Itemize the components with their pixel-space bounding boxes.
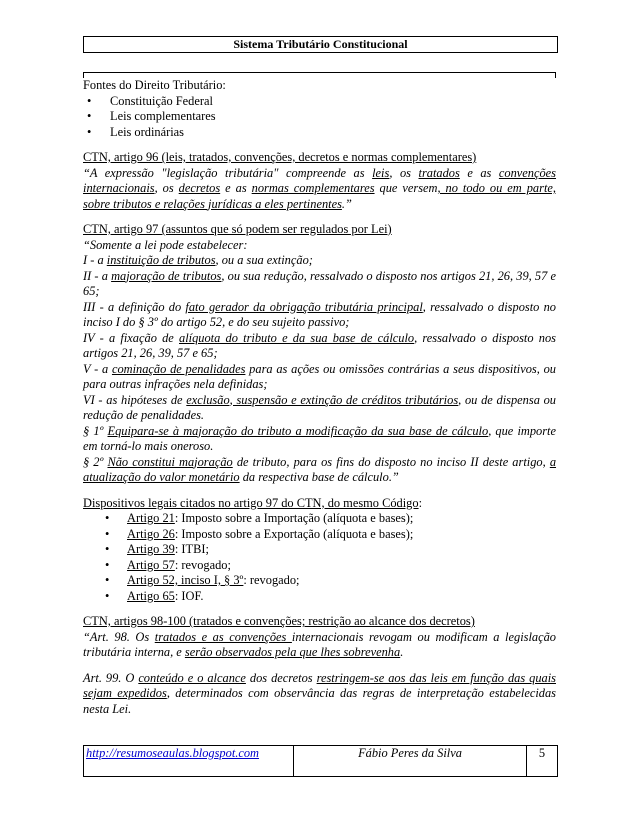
dispositivos-list — [83, 511, 556, 604]
footer-url-cell — [84, 746, 294, 776]
list-item: • Leis complementares — [83, 109, 556, 125]
art97-paragrafo-1: § 1º Equipara-se à majoração do tributo a modificação da sua base de cálculo, que importe em torná-lo mais oneroso. — [83, 423, 556, 453]
art99-quote: Art. 99. O conteúdo e o alcance dos decretos restringem-se aos das leis em função das quais sejam expedidos, determinados com observância das regras de interpretação estabelecidas nesta Lei. — [83, 670, 556, 716]
footer-author: Fábio Peres da Silva — [358, 746, 462, 760]
header-title: Sistema Tributário Constitucional — [233, 37, 408, 51]
list-item: • Constituição Federal — [83, 94, 556, 110]
fontes-heading: Fontes do Direito Tributário: — [83, 78, 226, 92]
footer-page-cell — [527, 746, 557, 776]
art96-quote: “A expressão "legislação tributária" compreende as leis, os tratados e as convenções internacionais, os decretos e as normas complementares que versem, no todo ou em parte, sobre tributos e relações jurídicas a eles pertinentes.” — [83, 165, 557, 211]
document-footer — [83, 745, 558, 777]
art96-heading: CTN, artigo 96 (leis, tratados, convenções, decretos e normas complementares) — [83, 150, 477, 164]
fontes-list — [83, 94, 556, 141]
art97-intro: “Somente a lei pode estabelecer: — [83, 237, 248, 252]
art97-inciso-iii: III - a definição do fato gerador da obrigação tributária principal, ressalvado o disposto no inciso I do § 3º do artigo 52, e do seu sujeito passivo; — [83, 299, 556, 329]
art97-inciso-ii: II - a majoração de tributos, ou sua redução, ressalvado o disposto nos artigos 21, 26, 39, 57 e 65; — [83, 268, 556, 298]
footer-url-link[interactable]: http://resumoseaulas.blogspot.com — [86, 746, 260, 760]
art97-heading: CTN, artigo 97 (assuntos que só podem ser regulados por Lei) — [83, 222, 392, 236]
list-item: • Artigo 39: ITBI; — [83, 542, 556, 558]
art97-inciso-i: I - a instituição de tributos, ou a sua extinção; — [83, 253, 313, 267]
art98-heading: CTN, artigos 98-100 (tratados e convenções; restrição ao alcance dos decretos) — [83, 614, 475, 628]
art97-paragrafo-2: § 2º Não constitui majoração de tributo, para os fins do disposto no inciso II deste artigo, a atualização do valor monetário da respectiva base de cálculo.” — [83, 454, 557, 484]
page-number: 5 — [538, 746, 546, 760]
dispositivos-heading: Dispositivos legais citados no artigo 97 do CTN, do mesmo Código: — [83, 495, 423, 510]
art97-inciso-v: V - a cominação de penalidades para as ações ou omissões contrárias a seus dispositivos, ou para outras infrações nela definidas; — [83, 361, 556, 391]
document-header — [83, 36, 558, 53]
list-item: • Artigo 57: revogado; — [83, 558, 556, 574]
page-body — [83, 58, 556, 717]
list-item: • Artigo 21: Imposto sobre a Importação (alíquota e bases); — [83, 511, 556, 527]
list-item: • Leis ordinárias — [83, 125, 556, 141]
art97-inciso-iv: IV - a fixação de alíquota do tributo e da sua base de cálculo, ressalvado o disposto nos artigos 21, 26, 39, 57 e 65; — [83, 330, 556, 360]
art97-inciso-vi: VI - as hipóteses de exclusão, suspensão e extinção de créditos tributários, ou de dispensa ou redução de penalidades. — [83, 392, 557, 422]
list-item: • Artigo 26: Imposto sobre a Exportação (alíquota e bases); — [83, 527, 556, 543]
footer-author-cell — [294, 746, 527, 776]
list-item: • Artigo 65: IOF. — [83, 589, 556, 605]
list-item: • Artigo 52, inciso I, § 3º: revogado; — [83, 573, 556, 589]
art98-quote: “Art. 98. Os tratados e as convenções internacionais revogam ou modificam a legislação tributária interna, e serão observados pela que lhes sobrevenha. — [83, 629, 556, 659]
